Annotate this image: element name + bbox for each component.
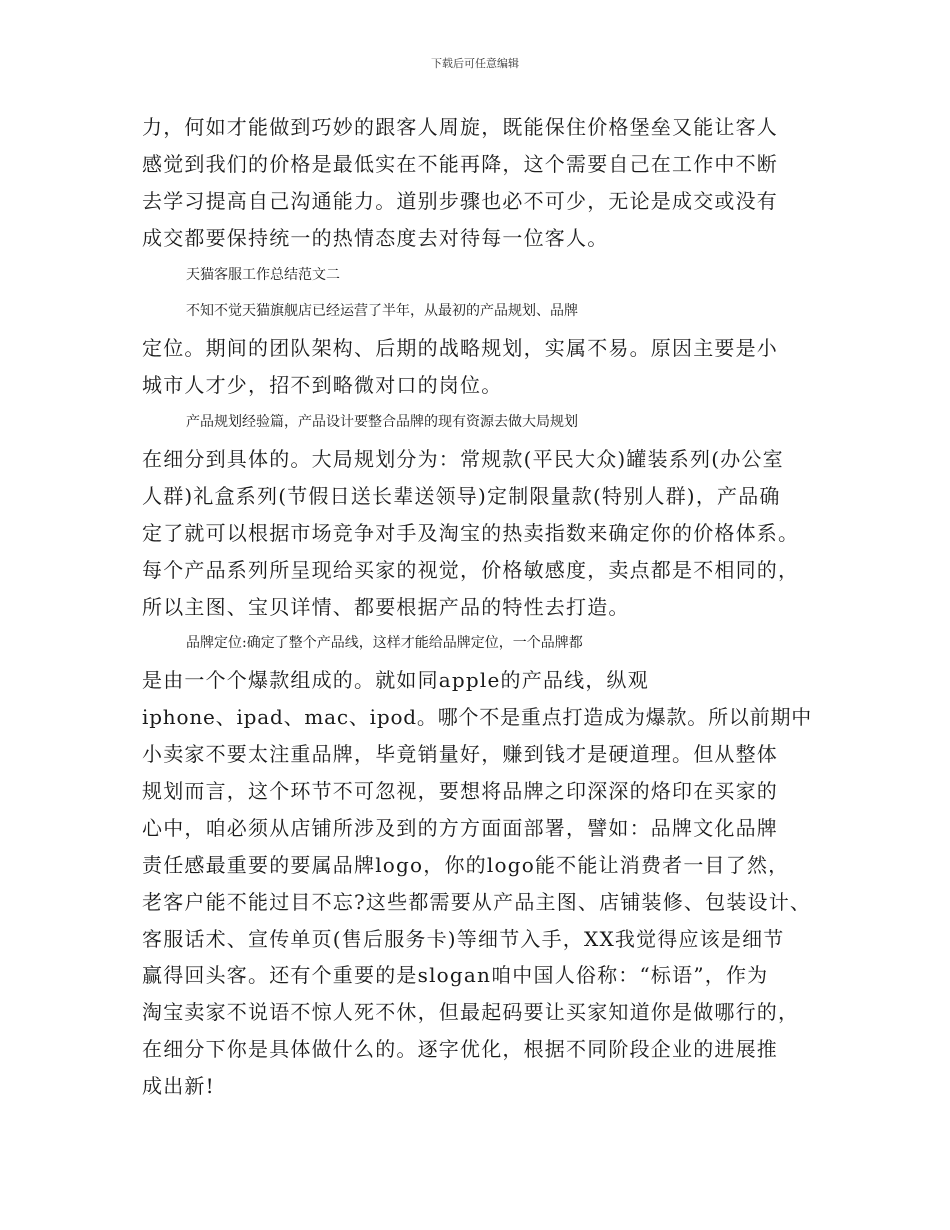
text-line: 在细分下你是具体做什么的。逐字优化，根据不同阶段企业的进展推	[142, 1037, 778, 1062]
text-line: 去学习提高自己沟通能力。道别步骤也必不可少，无论是成交或没有	[142, 188, 778, 213]
page-header-note: 下载后可任意编辑	[431, 57, 519, 70]
paragraph-start-line: 天猫客服工作总结范文二	[186, 266, 340, 283]
text-line: 城市人才少，招不到略微对口的岗位。	[142, 373, 503, 398]
text-line: 老客户能不能过目不忘?这些都需要从产品主图、店铺装修、包装设计、	[142, 889, 812, 914]
text-line: 人群)礼盒系列(节假日送长辈送领导)定制限量款(特别人群)，产品确	[142, 483, 781, 508]
text-line: 淘宝卖家不说语不惊人死不休，但最起码要让买家知道你是做哪行的，	[142, 1000, 800, 1025]
text-line: 定位。期间的团队架构、后期的战略规划，实属不易。原因主要是小	[142, 336, 778, 361]
text-line: 是由一个个爆款组成的。就如同apple的产品线，纵观	[142, 668, 649, 693]
paragraph-start-line: 产品规划经验篇，产品设计要整合品牌的现有资源去做大局规划	[186, 414, 578, 431]
paragraph-start-line: 不知不觉天猫旗舰店已经运营了半年，从最初的产品规划、品牌	[186, 303, 578, 320]
text-line: 感觉到我们的价格是最低实在不能再降，这个需要自己在工作中不断	[142, 151, 778, 176]
text-line: 力，何如才能做到巧妙的跟客人周旋，既能保住价格堡垒又能让客人	[142, 115, 778, 139]
text-line: 成出新!	[142, 1074, 215, 1099]
text-line: 所以主图、宝贝详情、都要根据产品的特性去打造。	[142, 594, 630, 619]
text-line: 心中，咱必须从店铺所涉及到的方方面面部署，譬如：品牌文化品牌	[142, 815, 778, 840]
text-line: 规划而言，这个环节不可忽视，要想将品牌之印深深的烙印在买家的	[142, 779, 778, 804]
text-line: 每个产品系列所呈现给买家的视觉，价格敏感度，卖点都是不相同的，	[142, 557, 800, 582]
text-line: iphone、ipad、mac、ipod。哪个不是重点打造成为爆款。所以前期中	[142, 705, 813, 730]
paragraph-start-line: 品牌定位:确定了整个产品线，这样才能给品牌定位，一个品牌都	[186, 635, 583, 652]
text-line: 成交都要保持统一的热情态度去对待每一位客人。	[142, 225, 609, 250]
text-line: 在细分到具体的。大局规划分为：常规款(平民大众)罐装系列(办公室	[142, 447, 784, 472]
text-line: 小卖家不要太注重品牌，毕竟销量好，赚到钱才是硬道理。但从整体	[142, 742, 778, 767]
text-line: 定了就可以根据市场竞争对手及淘宝的热卖指数来确定你的价格体系。	[142, 520, 800, 545]
text-line: 责任感最重要的要属品牌logo，你的logo能不能让消费者一目了然，	[142, 852, 790, 877]
text-line: 客服话术、宣传单页(售后服务卡)等细节入手，XX我觉得应该是细节	[142, 926, 785, 951]
text-line: 赢得回头客。还有个重要的是slogan咱中国人俗称：“标语”，作为	[142, 963, 769, 988]
document-body	[142, 109, 822, 1105]
